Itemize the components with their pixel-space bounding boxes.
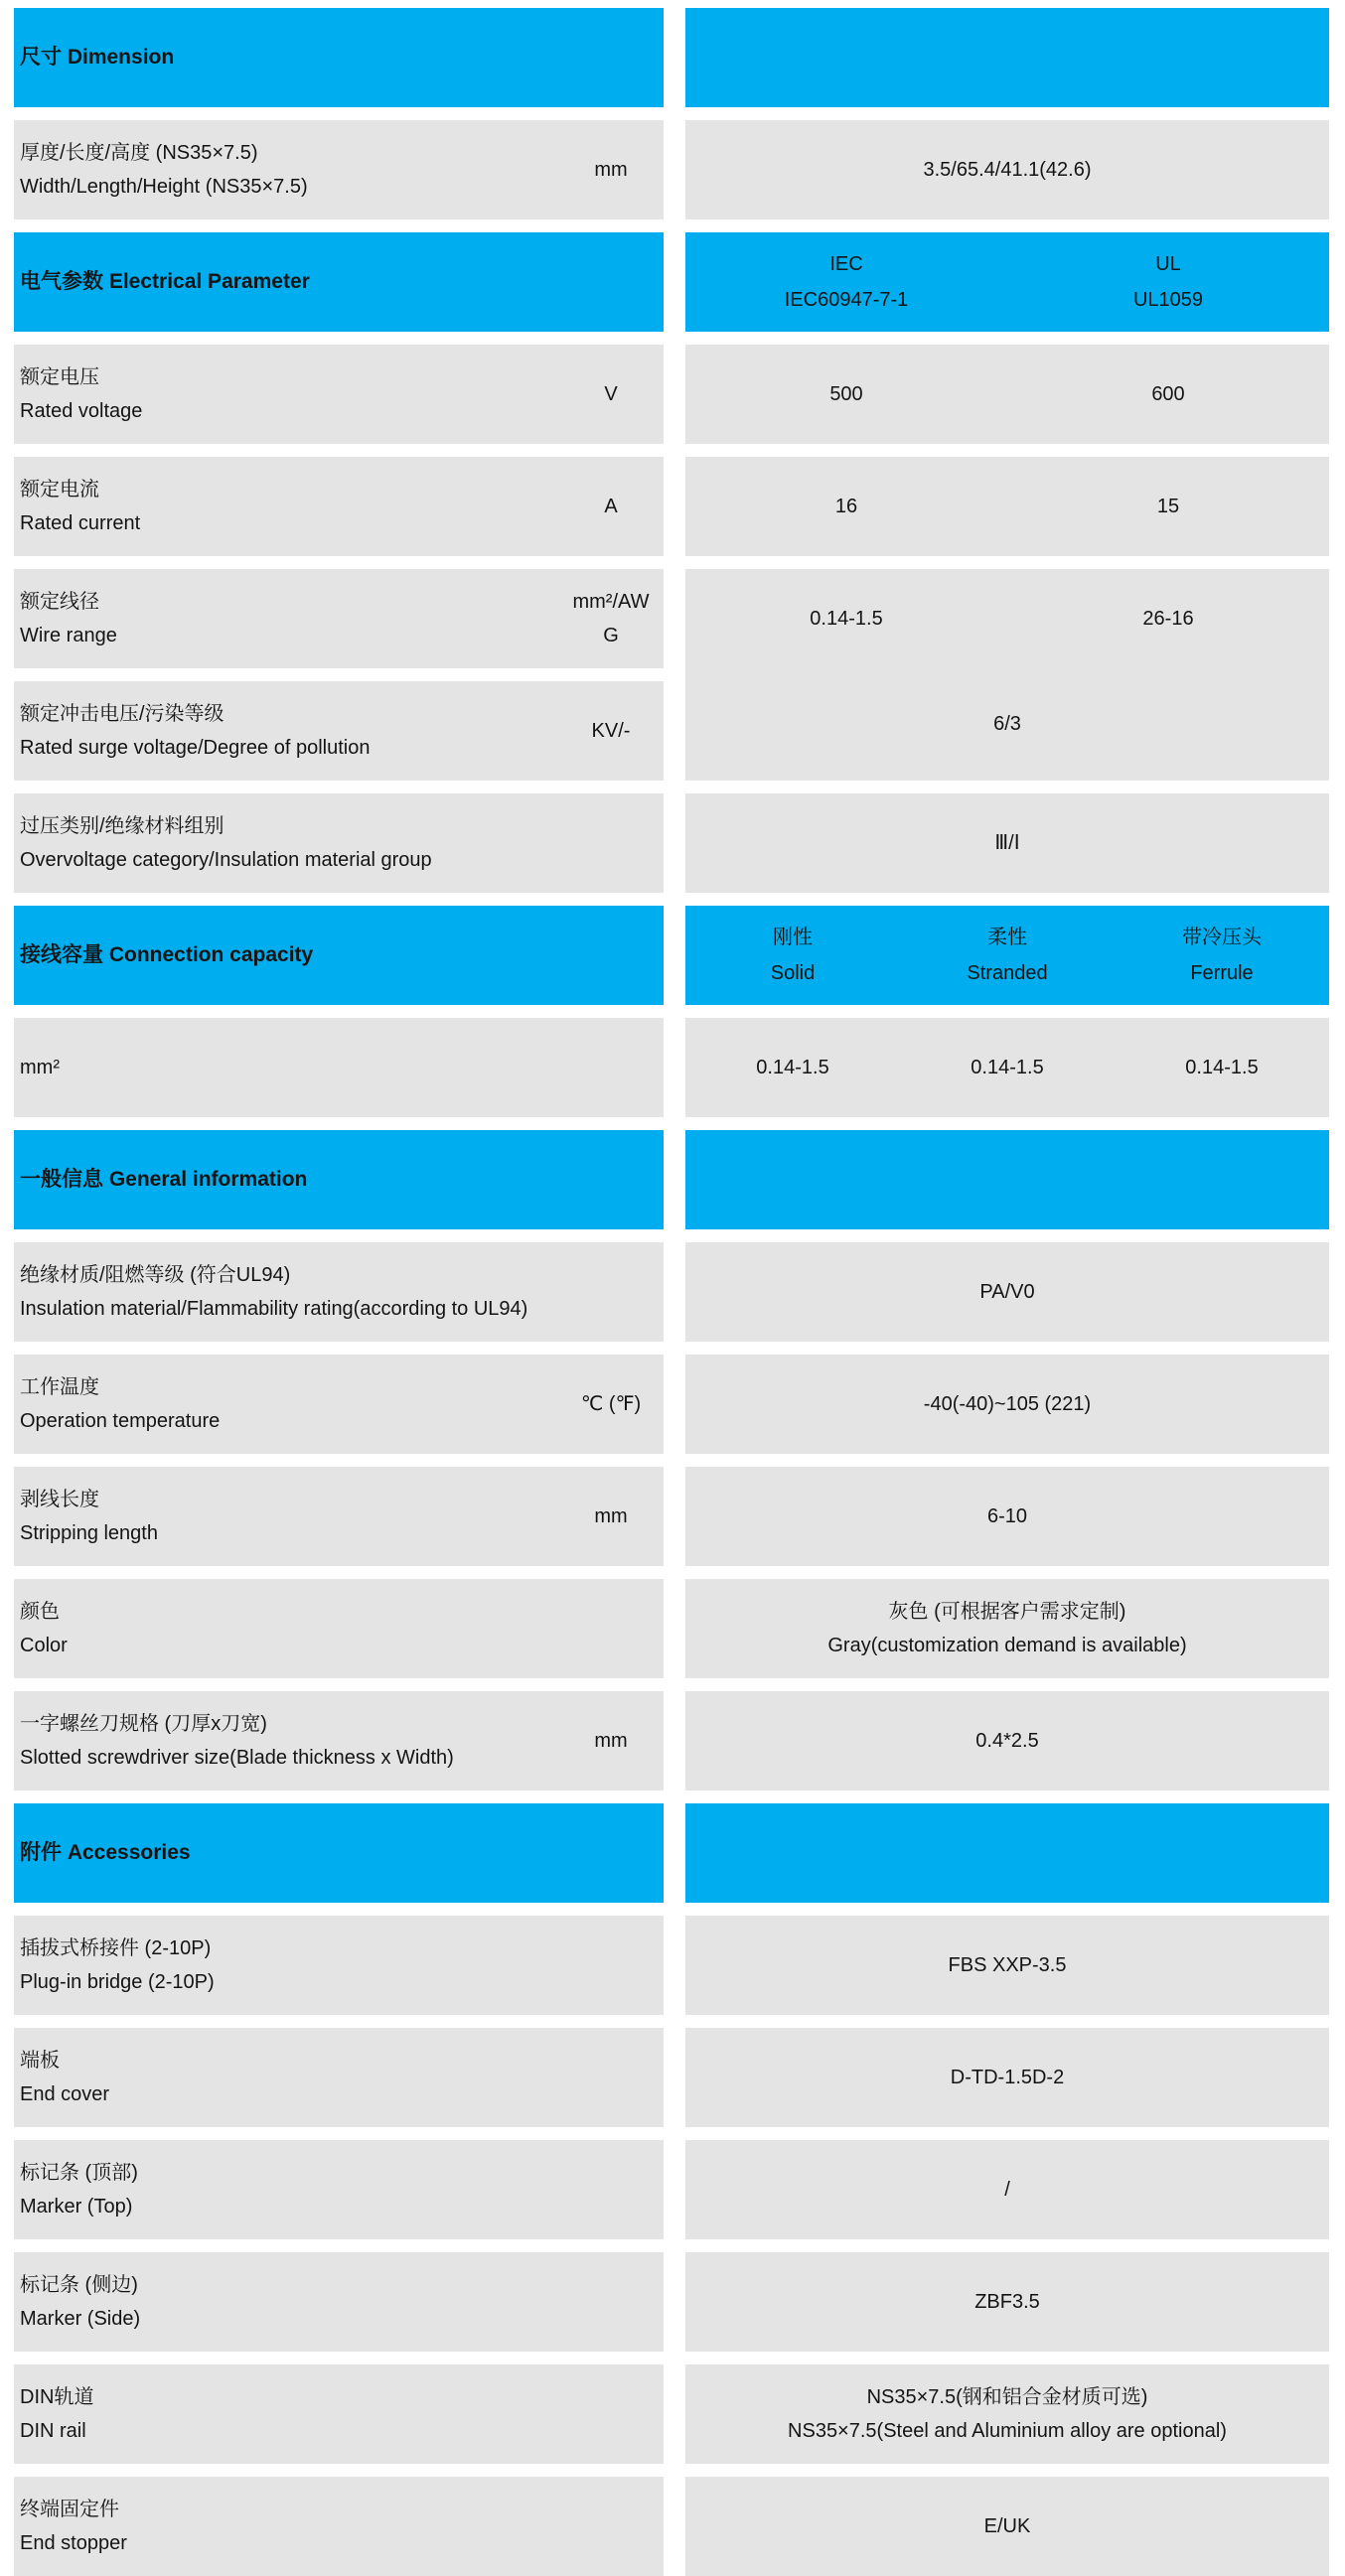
row-value-cell <box>685 1579 1329 1678</box>
unit: mm <box>594 1505 628 1527</box>
value: -40(-40)~105 (221) <box>923 1393 1092 1415</box>
row-values-cell <box>685 1018 1329 1117</box>
label-en: Marker (Top) <box>20 2196 133 2218</box>
label-cn: 端板 <box>20 2050 60 2072</box>
unit: ℃ (℉) <box>580 1393 642 1415</box>
row-group-wire-surge <box>14 569 1329 781</box>
row-label-cell <box>14 457 664 556</box>
label-cn: 标记条 (顶部) <box>20 2162 138 2184</box>
label-cn: DIN轨道 <box>20 2386 94 2408</box>
row-value-cell <box>685 2252 1329 2352</box>
column-header-stranded: 柔性 Stranded <box>967 927 1048 984</box>
row-value-cell <box>685 2477 1329 2576</box>
row-values-cell <box>685 457 1329 556</box>
section-connection <box>14 906 1329 1005</box>
value: FBS XXP-3.5 <box>948 1954 1067 1976</box>
label-en: Insulation material/Flammability rating(according to UL94) <box>20 1298 528 1320</box>
value: / <box>1004 2179 1010 2201</box>
section-title: 一般信息 General information <box>20 1168 308 1191</box>
label-en: Operation temperature <box>20 1410 221 1432</box>
row-color <box>14 1579 1329 1678</box>
value: ZBF3.5 <box>974 2291 1040 2313</box>
row-overvoltage <box>14 793 1329 893</box>
row-label <box>14 473 572 540</box>
section-electrical-title-cell <box>14 232 664 332</box>
section-dimension-title-cell <box>14 8 664 107</box>
row-value-cell <box>685 2028 1329 2127</box>
row-rated-voltage <box>14 345 1329 444</box>
value: 6-10 <box>986 1505 1028 1527</box>
column-header-solid: 刚性 Solid <box>770 927 816 984</box>
row-label <box>14 2268 572 2336</box>
row-label-cell <box>14 2028 664 2127</box>
label-en: Rated voltage <box>20 400 143 422</box>
row-size <box>14 120 1329 219</box>
row-marker-side <box>14 2252 1329 2352</box>
value: D-TD-1.5D-2 <box>950 2067 1065 2088</box>
row-label <box>14 1483 572 1550</box>
row-value-cell <box>685 1355 1329 1454</box>
row-marker-top <box>14 2140 1329 2239</box>
section-accessories-right-cell <box>685 1803 1329 1903</box>
row-label-cell <box>14 2477 664 2576</box>
row-bridge <box>14 1916 1329 2015</box>
row-label <box>14 2156 572 2223</box>
unit: mm <box>594 1730 628 1752</box>
row-label <box>14 1595 572 1662</box>
row-label <box>14 1932 572 1999</box>
row-label <box>14 2380 572 2448</box>
value-ferrule: 0.14-1.5 <box>1185 1057 1259 1078</box>
wire-surge-left-stack <box>14 569 664 781</box>
label-cn: 绝缘材质/阻燃等级 (符合UL94) <box>20 1264 291 1286</box>
value: 3.5/65.4/41.1(42.6) <box>923 159 1092 181</box>
label-unit: mm² <box>20 1057 60 1078</box>
section-dimension-right-cell <box>685 8 1329 107</box>
row-end-stopper <box>14 2477 1329 2576</box>
row-end-cover <box>14 2028 1329 2127</box>
label-cn: 额定电压 <box>20 366 99 388</box>
value: PA/V0 <box>979 1281 1035 1303</box>
section-connection-columns-cell <box>685 906 1329 1005</box>
row-label <box>14 2044 572 2111</box>
row-label-cell <box>14 1242 664 1342</box>
section-title: 附件 Accessories <box>20 1841 191 1864</box>
row-values-cell <box>685 345 1329 444</box>
row-label <box>14 1258 572 1326</box>
unit: A <box>604 496 618 517</box>
row-value-cell <box>685 1691 1329 1790</box>
row-value-cell <box>685 1467 1329 1566</box>
label-cn: 标记条 (侧边) <box>20 2274 138 2296</box>
row-label <box>14 136 572 204</box>
label-en: Overvoltage category/Insulation material group <box>20 849 432 871</box>
section-general-title-cell <box>14 1130 664 1229</box>
label-en: Width/Length/Height (NS35×7.5) <box>20 176 308 198</box>
section-electrical-columns-cell <box>685 232 1329 332</box>
row-rated-current <box>14 457 1329 556</box>
row-value-cell <box>685 793 1329 893</box>
row-size-label-cell <box>14 120 664 219</box>
row-label-cell <box>14 1018 664 1117</box>
value: 6/3 <box>993 713 1021 735</box>
label-en: Plug-in bridge (2-10P) <box>20 1971 215 1993</box>
value-ul: 15 <box>1156 496 1180 517</box>
label-cn: 额定冲击电压/污染等级 <box>20 703 224 725</box>
value-iec: 16 <box>834 496 858 517</box>
wire-surge-values-cell <box>685 569 1329 781</box>
value-ul: 26-16 <box>1142 607 1194 630</box>
label-en: Rated current <box>20 512 141 534</box>
value-en: Gray(customization demand is available) <box>827 1635 1187 1656</box>
label-cn: 一字螺丝刀规格 (刀厚x刀宽) <box>20 1713 267 1735</box>
unit: KV/- <box>591 720 631 742</box>
value-solid: 0.14-1.5 <box>756 1057 829 1078</box>
row-label-cell <box>14 1467 664 1566</box>
row-label <box>14 585 572 652</box>
section-connection-title-cell <box>14 906 664 1005</box>
label-cn: 额定线径 <box>20 591 99 613</box>
value-en: NS35×7.5(Steel and Aluminium alloy are optional) <box>788 2420 1227 2442</box>
label-cn: 过压类别/绝缘材料组别 <box>20 815 224 837</box>
label-en: Slotted screwdriver size(Blade thickness x Width) <box>20 1747 454 1769</box>
value: Ⅲ/Ⅰ <box>994 832 1020 854</box>
row-screwdriver <box>14 1691 1329 1790</box>
row-label <box>14 1707 572 1775</box>
row-capacity <box>14 1018 1329 1117</box>
value-iec: 0.14-1.5 <box>810 607 883 630</box>
unit: V <box>604 383 618 405</box>
row-label <box>14 1370 572 1438</box>
section-dimension <box>14 8 1329 107</box>
value: 0.4*2.5 <box>975 1730 1039 1752</box>
value-iec: 500 <box>829 383 863 405</box>
section-title: 电气参数 Electrical Parameter <box>20 270 310 293</box>
row-label <box>14 1051 572 1084</box>
label-en: Stripping length <box>20 1522 158 1544</box>
label-cn: 厚度/长度/高度 (NS35×7.5) <box>20 142 258 164</box>
label-en: End cover <box>20 2083 110 2105</box>
label-en: Color <box>20 1635 68 1656</box>
label-cn: 额定电流 <box>20 479 99 501</box>
label-en: Wire range <box>20 625 117 646</box>
row-value-cell <box>685 2140 1329 2239</box>
row-label-cell <box>14 345 664 444</box>
row-label <box>14 697 572 765</box>
unit: mm²/AWG <box>572 591 650 646</box>
label-en: DIN rail <box>20 2420 86 2442</box>
row-label-cell <box>14 1579 664 1678</box>
label-cn: 插拔式桥接件 (2-10P) <box>20 1937 212 1959</box>
row-label-cell <box>14 1691 664 1790</box>
row-value-cell <box>685 1916 1329 2015</box>
column-header-ferrule: 带冷压头 Ferrule <box>1182 927 1262 984</box>
row-label <box>14 809 572 877</box>
row-value-cell <box>685 2364 1329 2464</box>
column-header-iec: IEC IEC60947-7-1 <box>784 253 909 311</box>
section-accessories <box>14 1803 1329 1903</box>
row-insulation <box>14 1242 1329 1342</box>
section-electrical <box>14 232 1329 332</box>
label-en: End stopper <box>20 2532 127 2554</box>
value: E/UK <box>983 2515 1031 2537</box>
row-value-cell <box>685 1242 1329 1342</box>
unit: mm <box>594 159 628 181</box>
row-label-cell <box>14 2252 664 2352</box>
row-stripping <box>14 1467 1329 1566</box>
section-general-right-cell <box>685 1130 1329 1229</box>
row-label-cell <box>14 793 664 893</box>
section-title: 尺寸 Dimension <box>20 46 175 69</box>
value-stranded: 0.14-1.5 <box>971 1057 1044 1078</box>
row-wire-range-label-cell <box>14 569 664 668</box>
value-cn: 灰色 (可根据客户需求定制) <box>888 1601 1126 1623</box>
label-en: Marker (Side) <box>20 2308 141 2330</box>
row-label <box>14 360 572 428</box>
label-cn: 颜色 <box>20 1601 60 1623</box>
row-temperature <box>14 1355 1329 1454</box>
row-label-cell <box>14 1355 664 1454</box>
row-label-cell <box>14 1916 664 2015</box>
row-label-cell <box>14 2364 664 2464</box>
section-accessories-title-cell <box>14 1803 664 1903</box>
section-title: 接线容量 Connection capacity <box>20 943 314 966</box>
row-din-rail <box>14 2364 1329 2464</box>
column-header-ul: UL UL1059 <box>1132 253 1204 311</box>
label-cn: 工作温度 <box>20 1376 99 1398</box>
section-general <box>14 1130 1329 1229</box>
value-ul: 600 <box>1151 383 1185 405</box>
value-cn: NS35×7.5(钢和铝合金材质可选) <box>866 2386 1148 2408</box>
label-en: Rated surge voltage/Degree of pollution <box>20 737 371 759</box>
row-surge-label-cell <box>14 681 664 781</box>
row-label <box>14 2493 572 2560</box>
label-cn: 剥线长度 <box>20 1489 99 1510</box>
label-cn: 终端固定件 <box>20 2499 119 2520</box>
row-label-cell <box>14 2140 664 2239</box>
row-size-value-cell <box>685 120 1329 219</box>
